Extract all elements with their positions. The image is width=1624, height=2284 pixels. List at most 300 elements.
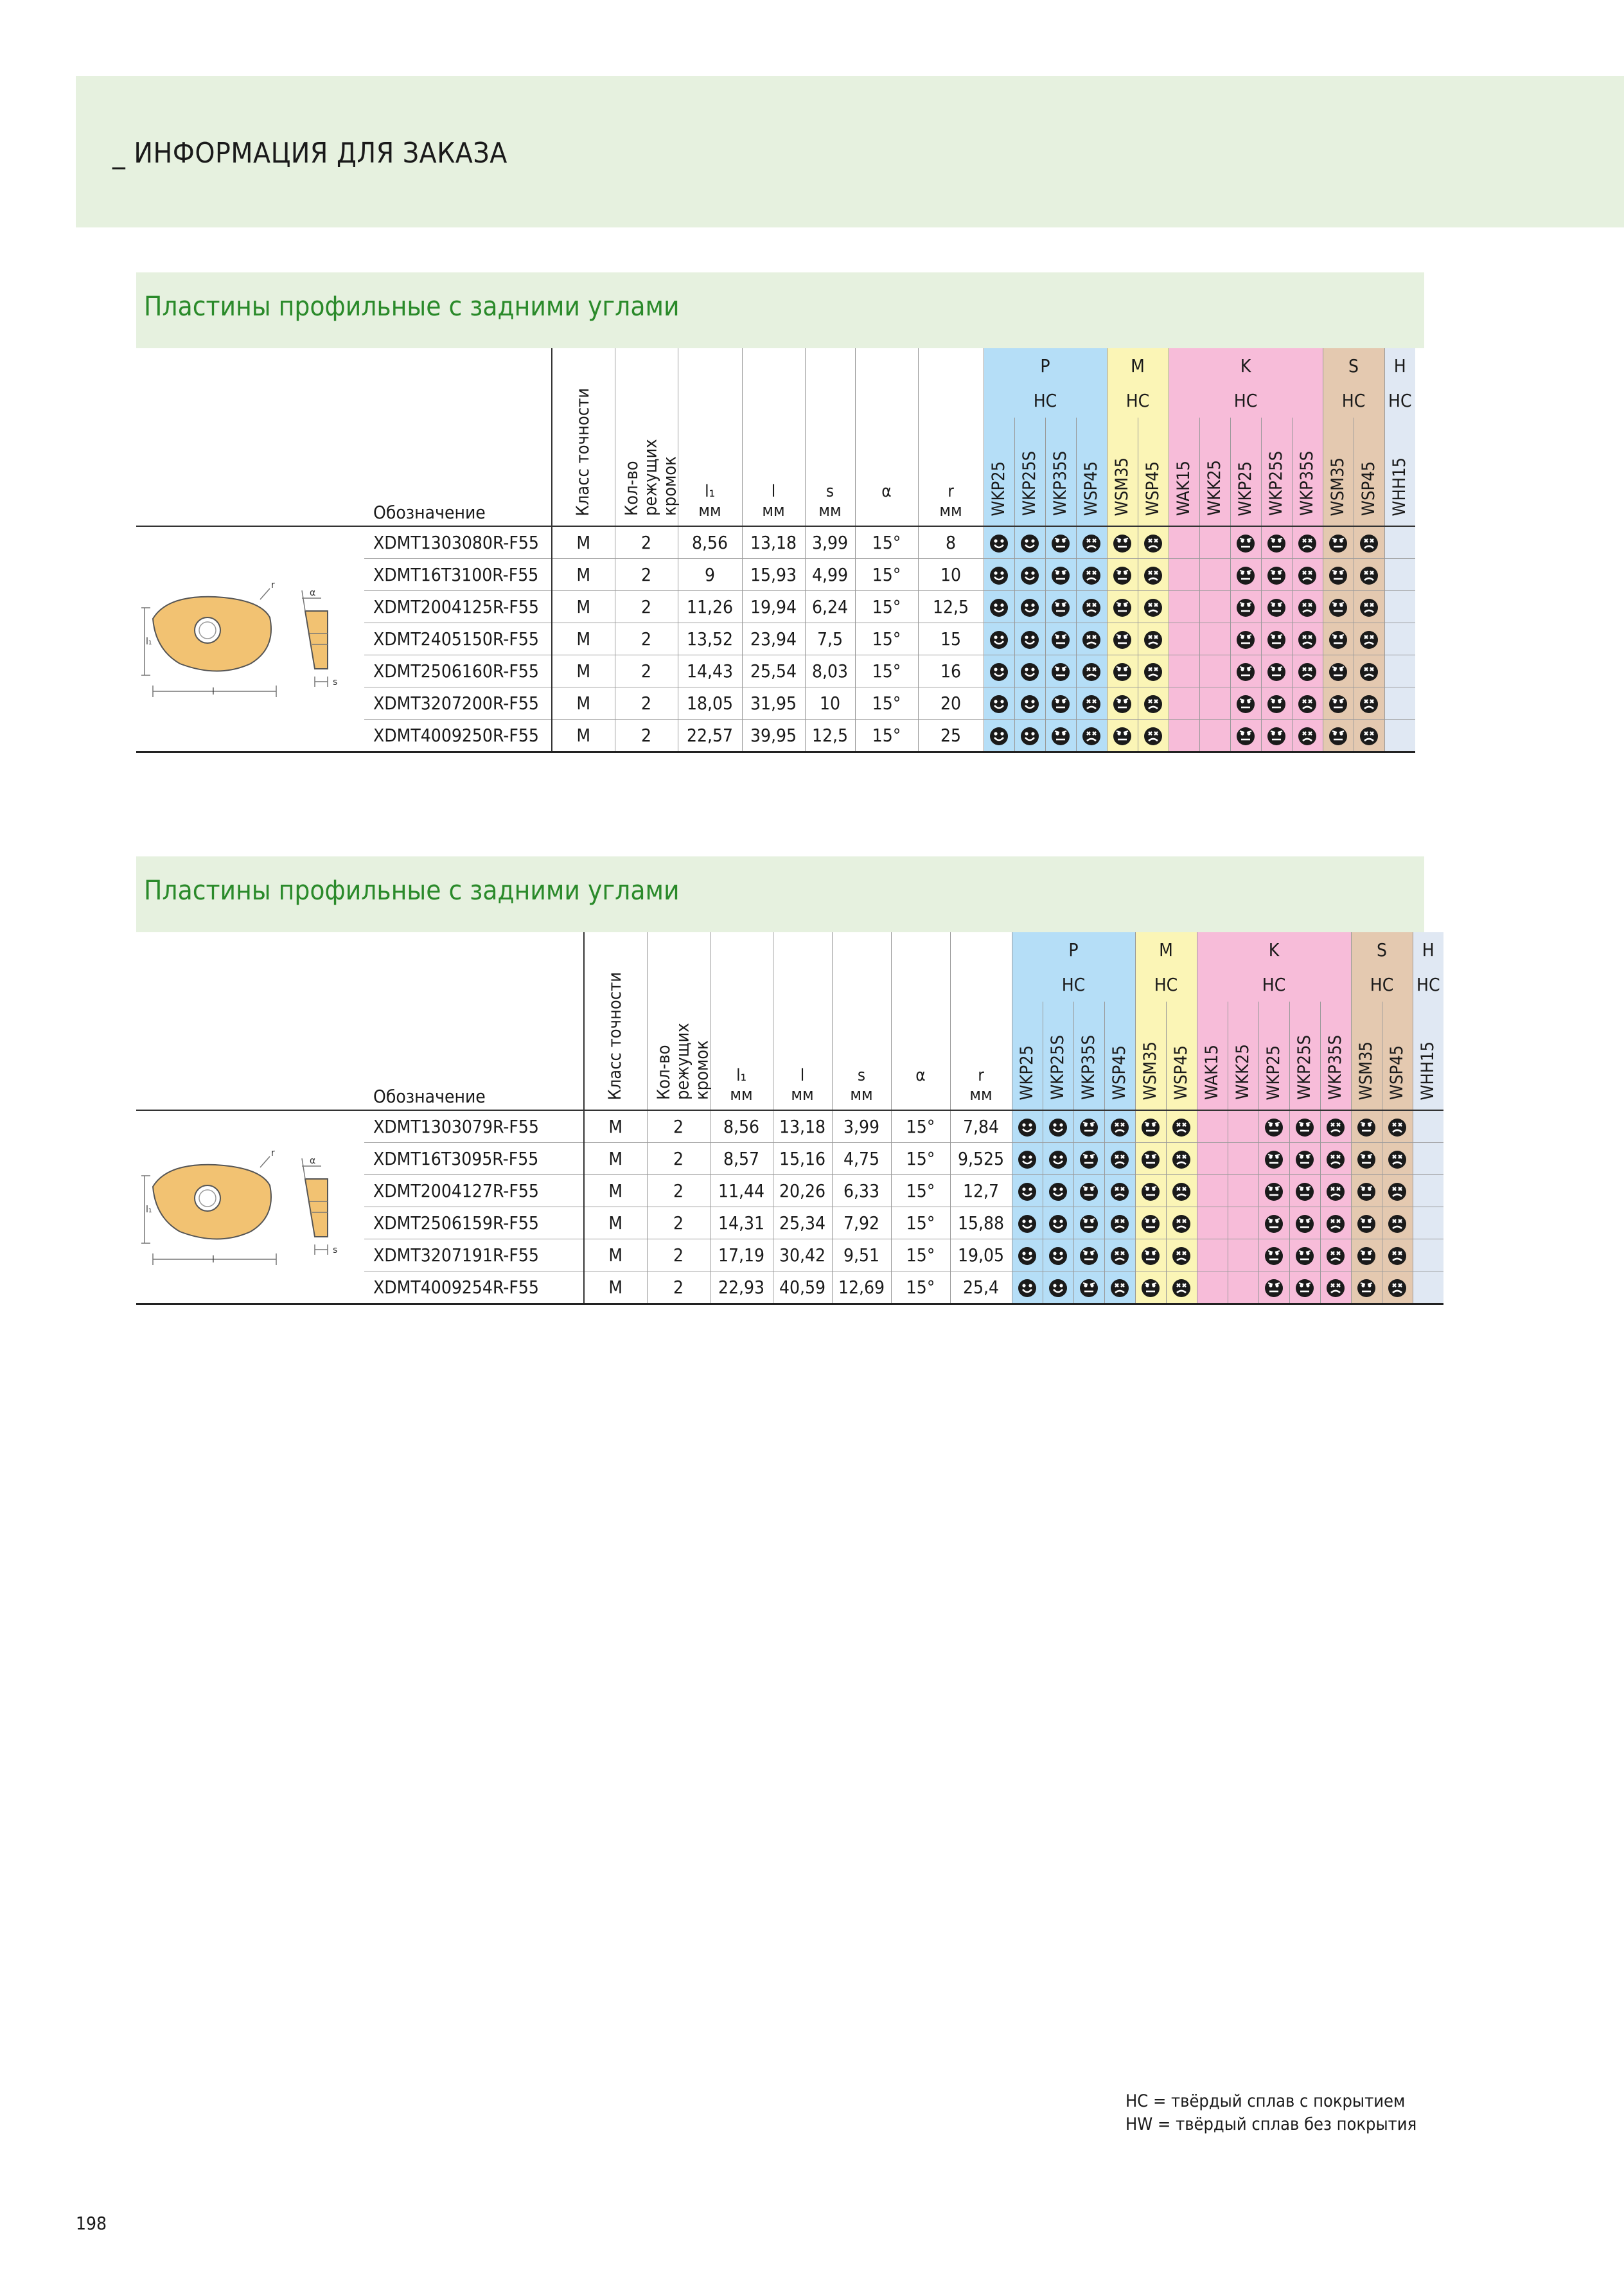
grade-wkp25s: [1014, 418, 1045, 526]
cell-class: M: [552, 623, 615, 655]
cell-class: M: [552, 559, 615, 591]
footnote: [1125, 2090, 1417, 2136]
cell-alpha: 15°: [891, 1239, 950, 1271]
cell-grade-wkk25: [1228, 1239, 1258, 1271]
cell-grade-wkp25: [984, 591, 1014, 623]
neutral-face-icon: [1236, 598, 1255, 617]
cell-grade-wsm35: [1351, 1175, 1382, 1207]
header-l1: [678, 348, 742, 526]
header-s: [805, 348, 855, 526]
group-s: S: [1351, 932, 1413, 967]
cell-grade-wsm35: [1107, 559, 1138, 591]
cell-grade-wak15: [1169, 655, 1199, 687]
cell-grade-wkp25: [1258, 1110, 1289, 1143]
cross-face-icon: [1326, 1150, 1345, 1169]
svg-text:r: r: [270, 1148, 275, 1158]
cell-grade-wsp45: [1076, 687, 1107, 720]
happy-face-icon: [1020, 566, 1039, 585]
cell-grade-wkp25s: [1261, 526, 1292, 559]
cell-grade-wkk25: [1228, 1110, 1258, 1143]
cell-grade-wkp25: [984, 720, 1014, 752]
cell-grade-wsp45: [1166, 1175, 1197, 1207]
cell-grade-wsp45: [1354, 687, 1384, 720]
cell-grade-wsm35: [1107, 526, 1138, 559]
cell-grade-wsm35: [1135, 1143, 1166, 1175]
cross-face-icon: [1388, 1150, 1407, 1169]
neutral-face-icon: [1079, 1214, 1099, 1234]
header-l1-unit: мм: [730, 1085, 753, 1104]
neutral-face-icon: [1141, 1246, 1160, 1266]
cell-l: 20,26: [773, 1175, 832, 1207]
cross-face-icon: [1298, 662, 1317, 682]
cell-grade-wsm35: [1107, 687, 1138, 720]
grade-wkp25: [1012, 1002, 1043, 1110]
cell-alpha: 15°: [855, 655, 918, 687]
cross-face-icon: [1143, 727, 1163, 746]
group-hc-k: HC: [1169, 383, 1323, 418]
grade-label: WAK15: [1202, 1045, 1222, 1100]
cell-r: 16: [918, 655, 984, 687]
cell-l1: 18,05: [678, 687, 742, 720]
cell-grade-wsm35: [1323, 655, 1354, 687]
grade-label: WKP25: [1235, 461, 1256, 516]
cell-l1: 13,52: [678, 623, 742, 655]
svg-text:l₁: l₁: [145, 637, 152, 647]
grade-label: WSP45: [1081, 461, 1102, 516]
cross-face-icon: [1110, 1182, 1129, 1201]
cell-grade-wkp25: [984, 526, 1014, 559]
cell-grade-wkp25: [1230, 526, 1261, 559]
neutral-face-icon: [1357, 1118, 1376, 1137]
header-designation: Обозначение: [373, 502, 486, 523]
insert-drawing-cell: [136, 1110, 364, 1304]
happy-face-icon: [989, 534, 1009, 553]
header-alpha: [855, 348, 918, 526]
grade-wkp25s: [1289, 1002, 1320, 1110]
cross-face-icon: [1359, 630, 1379, 650]
header-edges: [647, 932, 710, 1110]
cell-alpha: 15°: [855, 720, 918, 752]
grade-label: WKK25: [1205, 460, 1225, 516]
cell-grade-whh15: [1384, 623, 1415, 655]
cell-designation: XDMT2506159R-F55: [364, 1207, 584, 1239]
cell-l: 13,18: [742, 526, 805, 559]
header-class-label: Класс точности: [573, 387, 594, 516]
neutral-face-icon: [1113, 727, 1132, 746]
group-hc-m: HC: [1107, 383, 1169, 418]
cell-grade-wkp35s: [1045, 623, 1076, 655]
neutral-face-icon: [1328, 598, 1348, 617]
svg-text:l₁: l₁: [145, 1205, 152, 1215]
header-l1: [710, 932, 773, 1110]
header-alpha: [891, 932, 950, 1110]
cell-alpha: 15°: [855, 591, 918, 623]
cell-grade-wsp45: [1076, 655, 1107, 687]
cell-s: 7,92: [832, 1207, 891, 1239]
happy-face-icon: [1020, 598, 1039, 617]
group-hc-k: HC: [1197, 967, 1351, 1002]
cell-grade-wsp45: [1354, 591, 1384, 623]
cell-grade-wkp25s: [1014, 687, 1045, 720]
cell-grade-wsp45: [1382, 1143, 1413, 1175]
grade-label: WSM35: [1328, 457, 1348, 516]
cell-grade-wkp25: [1258, 1175, 1289, 1207]
cell-grade-wsp45: [1166, 1143, 1197, 1175]
happy-face-icon: [1048, 1246, 1068, 1266]
header-class: [552, 348, 615, 526]
cell-grade-wkp25: [1258, 1239, 1289, 1271]
cell-grade-wsp45: [1138, 623, 1169, 655]
cell-grade-wkp35s: [1292, 687, 1323, 720]
cell-s: 12,5: [805, 720, 855, 752]
neutral-face-icon: [1264, 1150, 1284, 1169]
neutral-face-icon: [1141, 1279, 1160, 1298]
header-image-spacer: [136, 348, 364, 526]
cell-s: 9,51: [832, 1239, 891, 1271]
cross-face-icon: [1172, 1118, 1191, 1137]
grade-label: WKP35S: [1079, 1035, 1099, 1100]
grade-label: WKP35S: [1297, 451, 1318, 516]
neutral-face-icon: [1328, 727, 1348, 746]
cell-grade-wkp35s: [1045, 559, 1076, 591]
cell-alpha: 15°: [855, 687, 918, 720]
cell-grade-whh15: [1384, 526, 1415, 559]
cell-s: 4,99: [805, 559, 855, 591]
cross-face-icon: [1326, 1214, 1345, 1234]
cell-grade-wsp45: [1138, 687, 1169, 720]
cell-r: 25: [918, 720, 984, 752]
cross-face-icon: [1082, 534, 1101, 553]
cell-grade-wkp25s: [1043, 1271, 1073, 1304]
cell-grade-wkp35s: [1073, 1271, 1104, 1304]
cell-class: M: [552, 687, 615, 720]
cell-s: 6,24: [805, 591, 855, 623]
header-l1-label: l₁: [736, 1066, 746, 1085]
neutral-face-icon: [1236, 534, 1255, 553]
header-s: [832, 932, 891, 1110]
cell-grade-whh15: [1384, 559, 1415, 591]
cell-grade-wkp35s: [1045, 526, 1076, 559]
footnote-hw: HW = твёрдый сплав без покрытия: [1125, 2114, 1417, 2134]
header-edges-label: Кол-во режущих кромок: [654, 1023, 712, 1100]
cell-grade-wkp25: [984, 655, 1014, 687]
cell-l: 19,94: [742, 591, 805, 623]
grade-label: WSP45: [1171, 1045, 1192, 1100]
cross-face-icon: [1172, 1246, 1191, 1266]
cell-grade-wsp45: [1382, 1110, 1413, 1143]
cell-grade-wak15: [1197, 1143, 1228, 1175]
happy-face-icon: [989, 598, 1009, 617]
cell-r: 9,525: [950, 1143, 1012, 1175]
neutral-face-icon: [1295, 1214, 1314, 1234]
happy-face-icon: [1048, 1150, 1068, 1169]
neutral-face-icon: [1264, 1118, 1284, 1137]
cell-alpha: 15°: [891, 1143, 950, 1175]
cell-grade-wkp25s: [1289, 1110, 1320, 1143]
cell-edges: 2: [647, 1271, 710, 1304]
cell-grade-wkp25s: [1043, 1143, 1073, 1175]
svg-text:α: α: [309, 1156, 315, 1166]
cell-grade-wsp45: [1138, 655, 1169, 687]
neutral-face-icon: [1079, 1182, 1099, 1201]
cell-grade-wsp45: [1104, 1207, 1135, 1239]
group-hc-s: HC: [1323, 383, 1384, 418]
svg-text:l: l: [211, 1255, 215, 1265]
cell-grade-wkp35s: [1292, 720, 1323, 752]
header-r-unit: мм: [969, 1085, 993, 1104]
group-p: P: [1012, 932, 1135, 967]
cell-grade-wkp25: [1230, 655, 1261, 687]
neutral-face-icon: [1267, 727, 1286, 746]
cross-face-icon: [1110, 1118, 1129, 1137]
grade-wsm35: [1135, 1002, 1166, 1110]
grade-wkk25: [1228, 1002, 1258, 1110]
neutral-face-icon: [1079, 1279, 1099, 1298]
cross-face-icon: [1172, 1214, 1191, 1234]
cell-grade-wsm35: [1323, 526, 1354, 559]
neutral-face-icon: [1113, 630, 1132, 650]
header-r: [918, 348, 984, 526]
header-image-spacer: [136, 932, 364, 1110]
cell-grade-wkp35s: [1292, 655, 1323, 687]
grade-whh15: [1384, 418, 1415, 526]
cell-r: 20: [918, 687, 984, 720]
cell-l1: 22,93: [710, 1271, 773, 1304]
grade-wak15: [1169, 418, 1199, 526]
neutral-face-icon: [1236, 662, 1255, 682]
cell-designation: XDMT2506160R-F55: [364, 655, 552, 687]
header-r-label: r: [978, 1066, 984, 1085]
cell-grade-wsm35: [1107, 591, 1138, 623]
cell-class: M: [552, 526, 615, 559]
neutral-face-icon: [1295, 1246, 1314, 1266]
cell-grade-whh15: [1384, 687, 1415, 720]
happy-face-icon: [1018, 1118, 1037, 1137]
cell-l1: 8,57: [710, 1143, 773, 1175]
neutral-face-icon: [1079, 1246, 1099, 1266]
happy-face-icon: [1018, 1279, 1037, 1298]
page-number: 198: [76, 2213, 107, 2234]
header-l1-unit: мм: [698, 501, 721, 520]
cell-grade-wsp45: [1138, 526, 1169, 559]
cell-class: M: [552, 655, 615, 687]
cell-grade-wsp45: [1354, 720, 1384, 752]
cell-l: 31,95: [742, 687, 805, 720]
cell-l: 25,34: [773, 1207, 832, 1239]
cell-grade-wkp25s: [1289, 1207, 1320, 1239]
cross-face-icon: [1388, 1214, 1407, 1234]
cell-grade-whh15: [1384, 655, 1415, 687]
cell-designation: XDMT2004127R-F55: [364, 1175, 584, 1207]
happy-face-icon: [1020, 534, 1039, 553]
neutral-face-icon: [1357, 1182, 1376, 1201]
cell-grade-wkk25: [1199, 591, 1230, 623]
cross-face-icon: [1298, 598, 1317, 617]
neutral-face-icon: [1051, 630, 1070, 650]
cell-grade-wkp25s: [1289, 1143, 1320, 1175]
neutral-face-icon: [1141, 1214, 1160, 1234]
grade-wsp45: [1354, 418, 1384, 526]
cell-grade-wkp25s: [1261, 623, 1292, 655]
cell-alpha: 15°: [891, 1110, 950, 1143]
happy-face-icon: [1018, 1150, 1037, 1169]
happy-face-icon: [1020, 695, 1039, 714]
cell-grade-wkp35s: [1320, 1175, 1351, 1207]
cell-grade-wsm35: [1351, 1143, 1382, 1175]
cell-designation: XDMT3207200R-F55: [364, 687, 552, 720]
cell-grade-wkp35s: [1073, 1175, 1104, 1207]
cell-grade-wkp25s: [1014, 591, 1045, 623]
cell-grade-wkp35s: [1292, 591, 1323, 623]
cell-grade-wak15: [1197, 1175, 1228, 1207]
cross-face-icon: [1082, 566, 1101, 585]
cross-face-icon: [1298, 566, 1317, 585]
grade-label: WSP45: [1387, 1045, 1408, 1100]
cell-grade-wsp45: [1104, 1271, 1135, 1304]
cell-grade-wsp45: [1104, 1239, 1135, 1271]
neutral-face-icon: [1328, 695, 1348, 714]
cell-grade-wak15: [1197, 1271, 1228, 1304]
cell-grade-whh15: [1413, 1207, 1443, 1239]
cell-grade-wkp35s: [1073, 1207, 1104, 1239]
cell-alpha: 15°: [855, 623, 918, 655]
cell-s: 3,99: [832, 1110, 891, 1143]
cell-grade-wak15: [1169, 623, 1199, 655]
cell-grade-wak15: [1169, 720, 1199, 752]
cross-face-icon: [1298, 695, 1317, 714]
cell-grade-wsm35: [1107, 623, 1138, 655]
happy-face-icon: [1018, 1214, 1037, 1234]
order-table: [136, 932, 1474, 1305]
cross-face-icon: [1298, 727, 1317, 746]
grade-label: WKP25S: [1294, 1035, 1315, 1100]
cell-l1: 14,31: [710, 1207, 773, 1239]
cell-edges: 2: [615, 526, 678, 559]
grade-label: WKP25: [1017, 1045, 1037, 1100]
group-hc-p: HC: [984, 383, 1107, 418]
grade-label: WSM35: [1356, 1041, 1377, 1100]
cell-grade-wsm35: [1107, 720, 1138, 752]
cell-grade-wkk25: [1199, 720, 1230, 752]
cross-face-icon: [1359, 662, 1379, 682]
group-k: K: [1169, 348, 1323, 383]
cross-face-icon: [1110, 1279, 1129, 1298]
cell-grade-wkp25s: [1043, 1110, 1073, 1143]
cell-grade-wkp35s: [1292, 526, 1323, 559]
header-r-unit: мм: [939, 501, 962, 520]
cross-face-icon: [1326, 1246, 1345, 1266]
cell-grade-wsp45: [1354, 559, 1384, 591]
cell-l1: 9: [678, 559, 742, 591]
grade-wsm35: [1107, 418, 1138, 526]
group-hc-s: HC: [1351, 967, 1413, 1002]
cross-face-icon: [1388, 1246, 1407, 1266]
cell-s: 7,5: [805, 623, 855, 655]
cell-alpha: 15°: [891, 1175, 950, 1207]
neutral-face-icon: [1051, 566, 1070, 585]
happy-face-icon: [989, 727, 1009, 746]
cell-grade-wkp25: [1012, 1271, 1043, 1304]
cell-designation: XDMT16T3100R-F55: [364, 559, 552, 591]
cross-face-icon: [1110, 1246, 1129, 1266]
cell-designation: XDMT1303079R-F55: [364, 1110, 584, 1143]
cell-grade-wsm35: [1135, 1175, 1166, 1207]
cell-r: 15,88: [950, 1207, 1012, 1239]
cell-grade-wkp25s: [1261, 687, 1292, 720]
cell-grade-wkp35s: [1073, 1143, 1104, 1175]
happy-face-icon: [1048, 1214, 1068, 1234]
header-l: [773, 932, 832, 1110]
grade-label: WSP45: [1143, 461, 1163, 516]
header-edges: [615, 348, 678, 526]
cell-grade-wkp25: [1012, 1239, 1043, 1271]
grade-wak15: [1197, 1002, 1228, 1110]
cell-l1: 22,57: [678, 720, 742, 752]
neutral-face-icon: [1357, 1246, 1376, 1266]
neutral-face-icon: [1264, 1214, 1284, 1234]
cell-grade-wsp45: [1076, 559, 1107, 591]
cell-grade-wkp25s: [1014, 720, 1045, 752]
cross-face-icon: [1359, 566, 1379, 585]
cell-r: 15: [918, 623, 984, 655]
neutral-face-icon: [1295, 1182, 1314, 1201]
cell-l1: 11,44: [710, 1175, 773, 1207]
cell-edges: 2: [647, 1143, 710, 1175]
cell-edges: 2: [615, 591, 678, 623]
cell-edges: 2: [647, 1207, 710, 1239]
cell-grade-wsm35: [1323, 591, 1354, 623]
happy-face-icon: [1020, 662, 1039, 682]
header-s-label: s: [825, 482, 834, 501]
cell-grade-wkp35s: [1045, 591, 1076, 623]
header-r-label: r: [948, 482, 954, 501]
cell-grade-wkp25s: [1043, 1207, 1073, 1239]
group-m: M: [1135, 932, 1197, 967]
grade-wkp25: [1258, 1002, 1289, 1110]
grade-label: WKK25: [1233, 1044, 1253, 1100]
header-l-unit: мм: [791, 1085, 814, 1104]
cell-s: 12,69: [832, 1271, 891, 1304]
cell-grade-wsm35: [1351, 1239, 1382, 1271]
neutral-face-icon: [1051, 727, 1070, 746]
neutral-face-icon: [1113, 662, 1132, 682]
cell-grade-wkp25: [1258, 1143, 1289, 1175]
insert-drawing-cell: [136, 526, 364, 752]
cross-face-icon: [1388, 1279, 1407, 1298]
cross-face-icon: [1143, 534, 1163, 553]
happy-face-icon: [1018, 1246, 1037, 1266]
cross-face-icon: [1326, 1279, 1345, 1298]
cell-edges: 2: [647, 1110, 710, 1143]
happy-face-icon: [989, 662, 1009, 682]
header-designation: Обозначение: [373, 1086, 486, 1107]
neutral-face-icon: [1328, 630, 1348, 650]
cell-grade-wak15: [1169, 559, 1199, 591]
cell-grade-wkp25s: [1289, 1175, 1320, 1207]
group-m: M: [1107, 348, 1169, 383]
neutral-face-icon: [1264, 1246, 1284, 1266]
section-title: Пластины профильные с задними углами: [144, 874, 680, 906]
cell-r: 7,84: [950, 1110, 1012, 1143]
cell-grade-wsp45: [1076, 623, 1107, 655]
neutral-face-icon: [1267, 534, 1286, 553]
cell-class: M: [552, 591, 615, 623]
group-p: P: [984, 348, 1107, 383]
cell-edges: 2: [615, 720, 678, 752]
cross-face-icon: [1388, 1118, 1407, 1137]
grade-label: WAK15: [1174, 461, 1194, 516]
cell-s: 10: [805, 687, 855, 720]
